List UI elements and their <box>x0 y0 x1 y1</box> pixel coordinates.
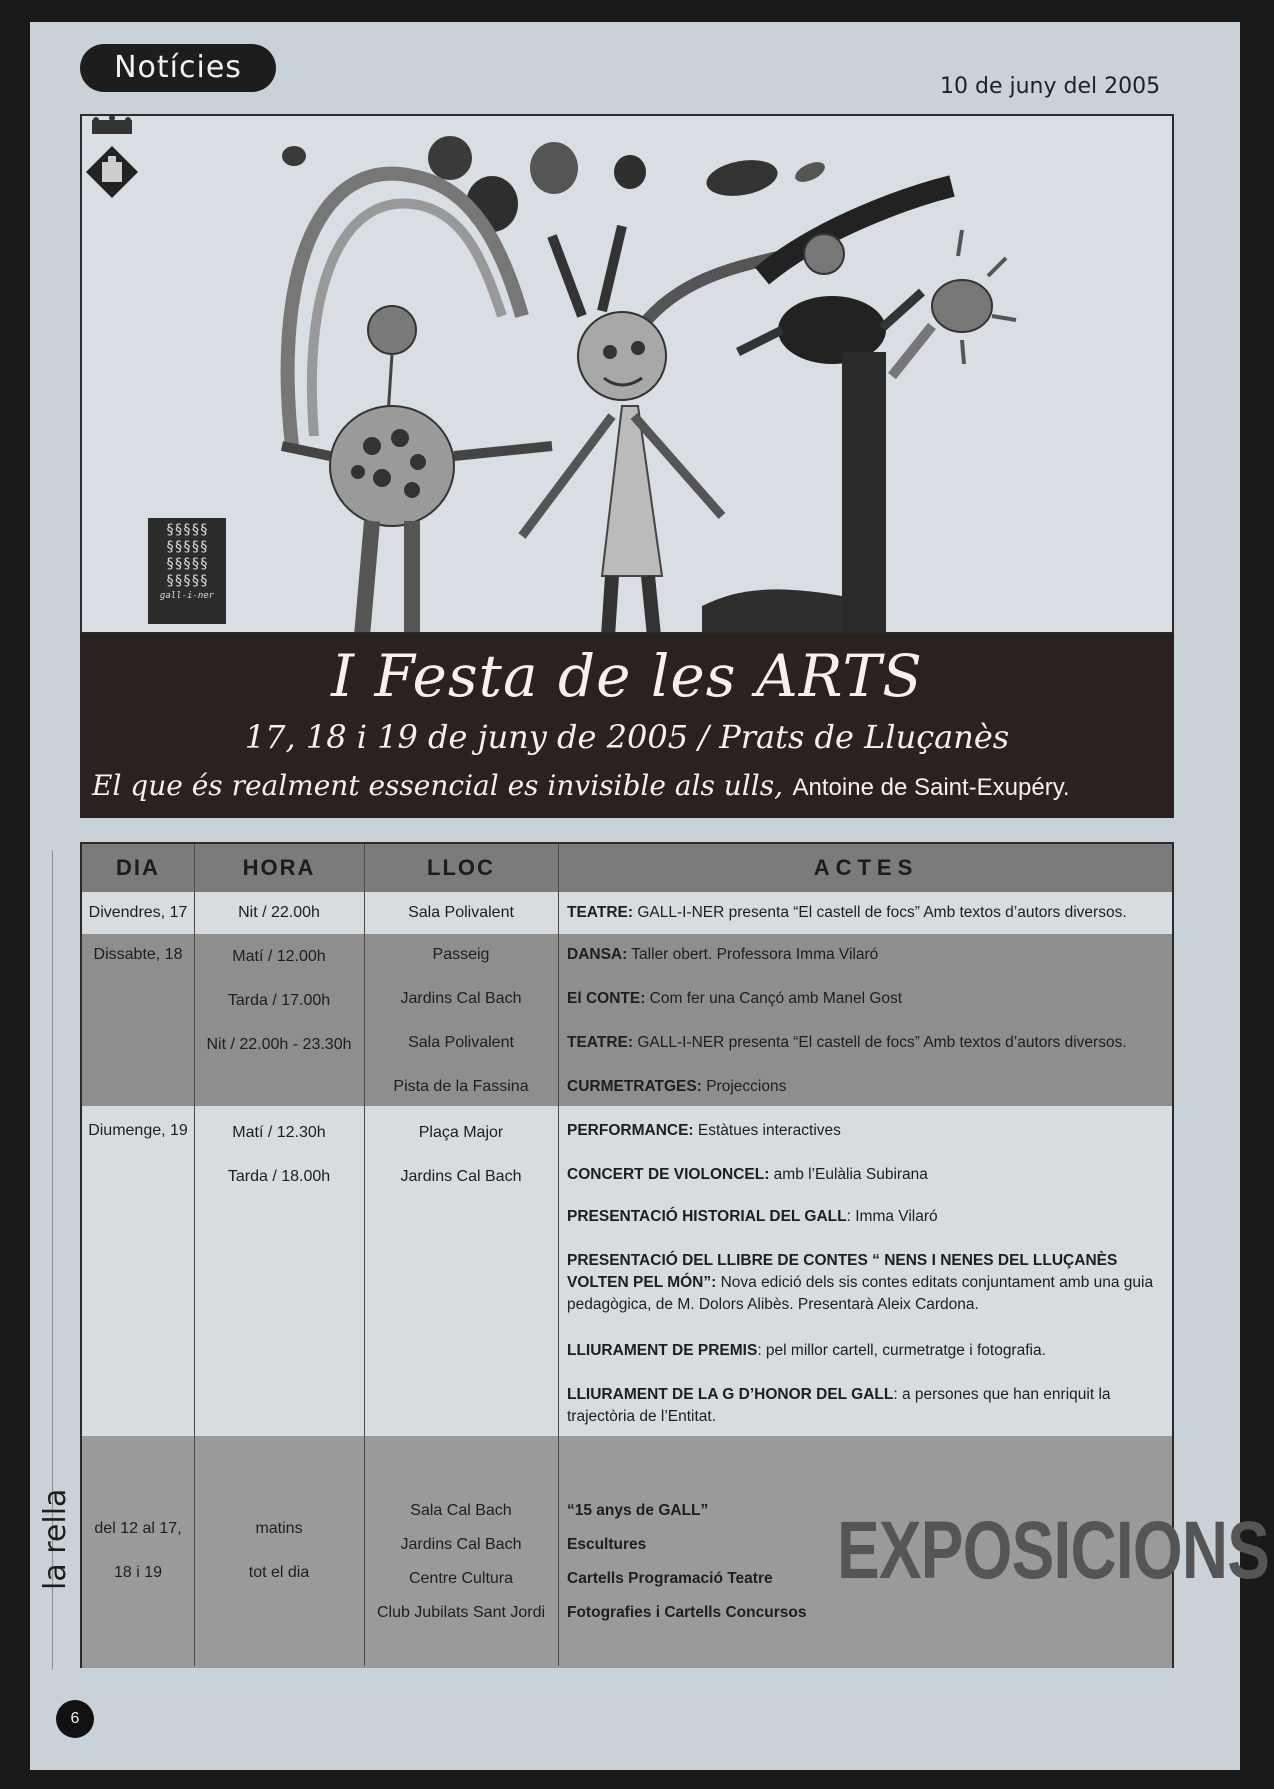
section-label: Notícies <box>80 44 276 92</box>
saturday-lloc-2: Jardins Cal Bach <box>400 990 522 1007</box>
publication-name: la rella <box>38 1488 73 1590</box>
exhibitions-hora-1: matins <box>255 1520 303 1537</box>
exhibitions-lloc-2: Jardins Cal Bach <box>400 1536 522 1553</box>
town-crest-icon <box>82 116 142 202</box>
saturday-dia: Dissabte, 18 <box>93 946 183 963</box>
exhibitions-item-2: Escultures <box>567 1536 647 1553</box>
saturday-lloc-1: Passeig <box>432 946 490 963</box>
festival-title: I Festa de les ARTS <box>331 642 923 710</box>
festival-banner <box>80 634 1174 818</box>
child-drawing <box>82 116 1174 634</box>
sunday-acte-6: LLIURAMENT DE LA G D’HONOR DEL GALL: a persones que han enriquit la trajectòria de l’Entitat. <box>567 1386 1111 1425</box>
sunday-lloc-1: Plaça Major <box>418 1124 504 1141</box>
festival-dates: 17, 18 i 19 de juny de 2005 / Prats de Lluçanès <box>244 718 1010 756</box>
gall-logo: §§§§§ §§§§§ §§§§§ §§§§§ gall-i-ner <box>148 518 226 624</box>
column-divider <box>194 844 195 1666</box>
sunday-dia: Diumenge, 19 <box>88 1122 188 1139</box>
exhibitions-lloc-1: Sala Cal Bach <box>410 1502 512 1519</box>
saturday-acte-2: El CONTE: Com fer una Cançó amb Manel Gost <box>567 990 903 1007</box>
issue-date: 10 de juny del 2005 <box>940 74 1161 99</box>
sunday-acte-1: PERFORMANCE: Estàtues interactives <box>567 1122 841 1139</box>
sunday-lloc-2: Jardins Cal Bach <box>400 1168 522 1185</box>
sunday-hora-2: Tarda / 18.00h <box>227 1168 331 1185</box>
exhibitions-lloc-4: Club Jubilats Sant Jordi <box>376 1604 546 1621</box>
quote-author: Antoine de Saint-Exupéry. <box>792 774 1070 801</box>
exhibitions-item-4: Fotografies i Cartells Concursos <box>567 1604 807 1621</box>
header-dia: DIA <box>116 855 160 880</box>
sunday-acte-5: LLIURAMENT DE PREMIS: pel millor cartell, curmetratge i fotografia. <box>567 1342 1046 1359</box>
exhibitions-title: EXPOSICIONS <box>837 1505 1270 1596</box>
friday-hora: Nit / 22.00h <box>238 904 320 921</box>
table-header <box>82 844 1172 892</box>
header-lloc: LLOC <box>427 855 495 880</box>
saturday-acte-4: CURMETRATGES: Projeccions <box>567 1078 787 1095</box>
sunday-acte-3: PRESENTACIÓ HISTORIAL DEL GALL: Imma Vilaró <box>567 1208 938 1225</box>
exhibitions-item-1: “15 anys de GALL” <box>567 1502 709 1519</box>
page-number: 6 <box>56 1700 94 1738</box>
exhibitions-dia-1: del 12 al 17, <box>94 1520 182 1537</box>
sunday-acte-2: CONCERT DE VIOLONCEL: amb l’Eulàlia Subirana <box>567 1166 928 1183</box>
header-actes: ACTES <box>813 855 919 880</box>
saturday-hora-2: Tarda / 17.00h <box>227 992 331 1009</box>
exhibitions-dia-2: 18 i 19 <box>113 1564 163 1581</box>
festival-quote: El que és realment essencial es invisible als ulls, Antoine de Saint-Exupéry. <box>92 769 1070 802</box>
column-divider <box>558 844 559 1666</box>
saturday-acte-3: TEATRE: GALL-I-NER presenta “El castell de focs” Amb textos d’autors diversos. <box>567 1034 1127 1051</box>
exhibitions-item-3: Cartells Programació Teatre <box>567 1570 773 1587</box>
saturday-lloc-3: Sala Polivalent <box>408 1034 514 1051</box>
friday-dia: Divendres, 17 <box>88 904 188 921</box>
friday-lloc: Sala Polivalent <box>408 904 514 921</box>
saturday-hora-1: Matí / 12.00h <box>232 948 326 965</box>
sunday-acte-4: PRESENTACIÓ DEL LLIBRE DE CONTES “ NENS I NENES DEL LLUÇANÈS VOLTEN PEL MÓN”: Nova edició dels sis contes editats conjuntament amb una guia pedagògica, de M. Dolors Alibès. Presentarà Aleix Cardona. <box>567 1252 1154 1313</box>
exhibitions-lloc-3: Centre Cultura <box>408 1570 514 1587</box>
sunday-hora-1: Matí / 12.30h <box>232 1124 326 1141</box>
poster-illustration <box>80 114 1174 634</box>
saturday-hora-3: Nit / 22.00h - 23.30h <box>206 1036 352 1053</box>
program-table <box>80 842 1270 1668</box>
saturday-acte-1: DANSA: Taller obert. Professora Imma Vilaró <box>567 946 879 963</box>
saturday-lloc-4: Pista de la Fassina <box>393 1078 529 1095</box>
header-hora: HORA <box>242 855 316 880</box>
exhibitions-hora-2: tot el dia <box>248 1564 310 1581</box>
friday-acte: TEATRE: GALL-I-NER presenta “El castell de focs” Amb textos d’autors diversos. <box>567 904 1127 921</box>
